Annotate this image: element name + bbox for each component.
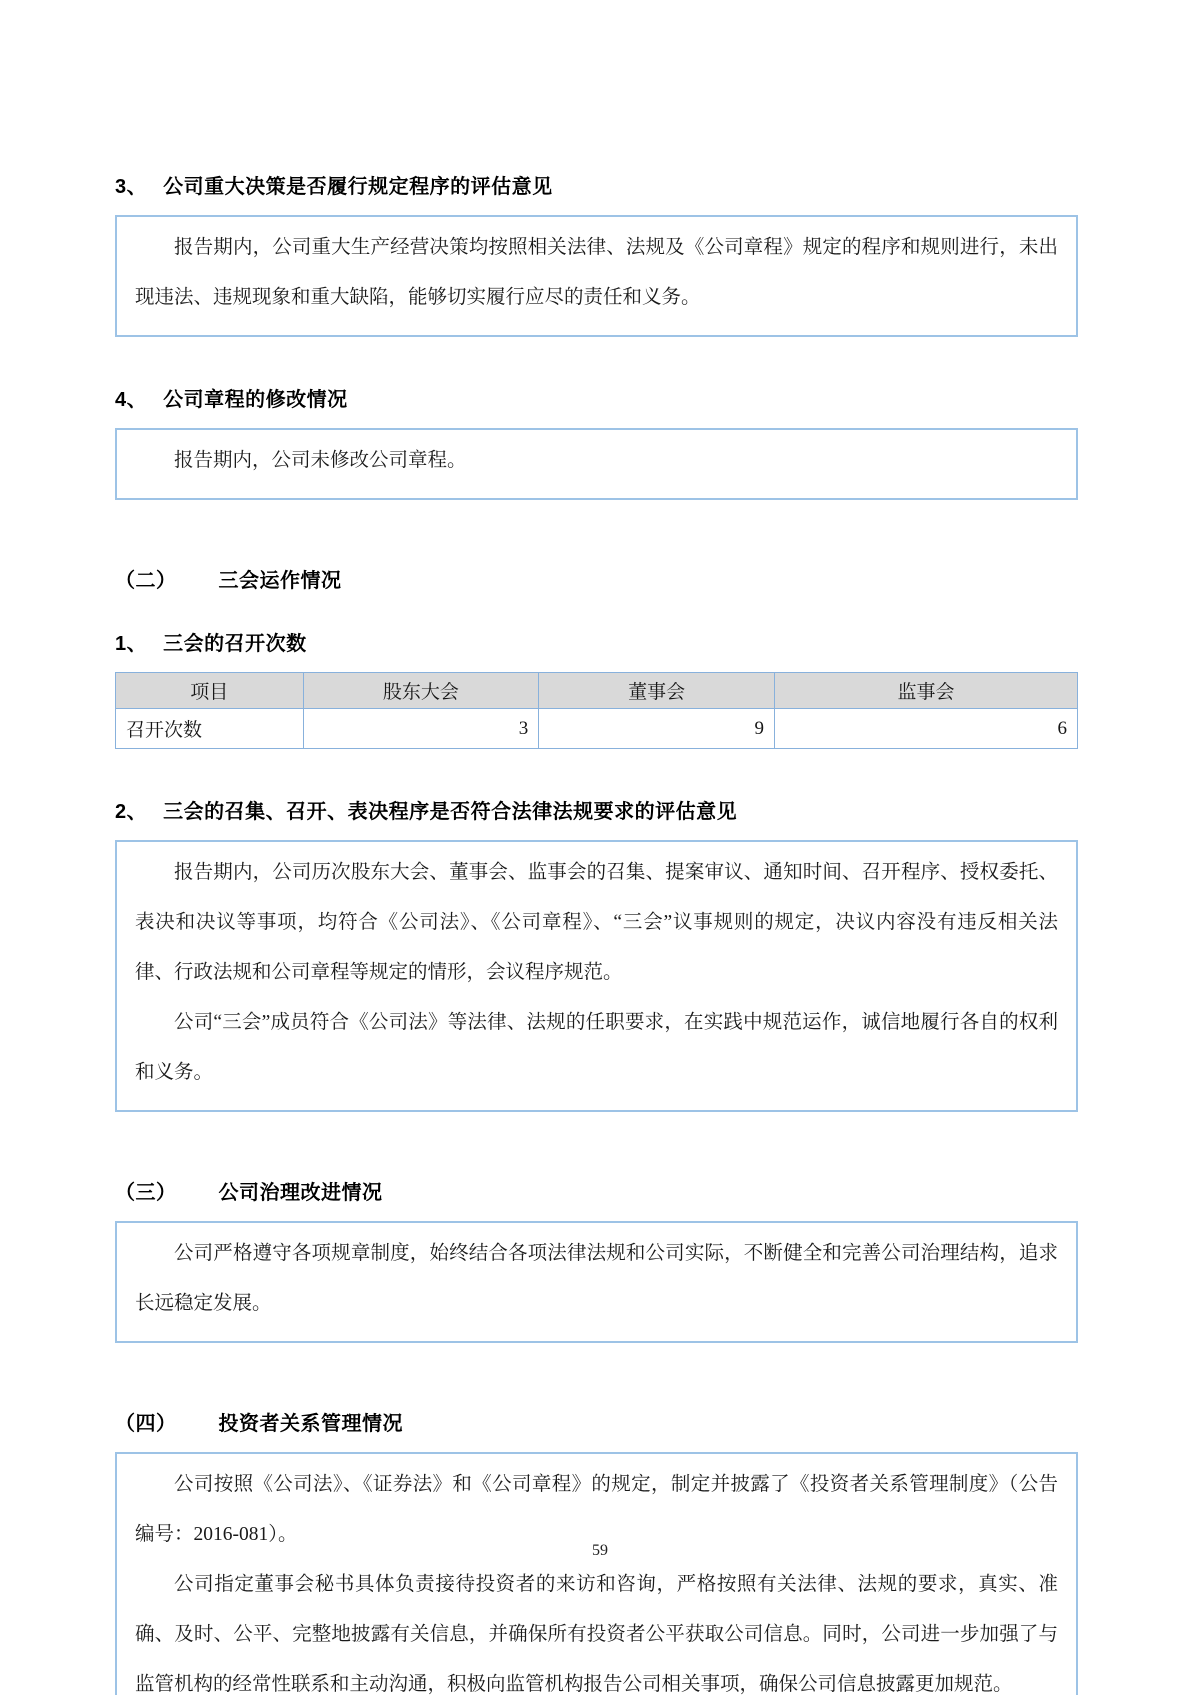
- value-supervisors-meeting-count: 6: [774, 709, 1077, 749]
- section-title: 三会的召开次数: [163, 633, 307, 655]
- paragraph: 报告期内，公司重大生产经营决策均按照相关法律、法规及《公司章程》规定的程序和规则进行，未出现违法、违规现象和重大缺陷，能够切实履行应尽的责任和义务。: [135, 237, 1058, 308]
- section-4-investor-relations-textbox: [115, 1452, 1078, 1695]
- row-label-meeting-times: 召开次数: [116, 709, 304, 749]
- table-header-item: 项目: [116, 673, 304, 709]
- value-shareholders-meeting-count: 3: [303, 709, 539, 749]
- section-title: 三会的召集、召开、表决程序是否符合法律法规要求的评估意见: [163, 801, 738, 823]
- section-number: 2、: [115, 801, 148, 823]
- section-title: 公司重大决策是否履行规定程序的评估意见: [163, 176, 553, 198]
- section-3-textbox: [115, 215, 1078, 337]
- page-number: 59: [592, 1542, 608, 1559]
- section-number: （二）: [115, 570, 177, 592]
- section-title: 公司治理改进情况: [218, 1182, 383, 1204]
- section-number: （三）: [115, 1182, 177, 1204]
- section-heading-part2-1: [115, 627, 1078, 656]
- section-heading-part2: [115, 564, 1078, 593]
- section-4-textbox: [115, 428, 1078, 500]
- table-header-board-of-supervisors: 监事会: [774, 673, 1077, 709]
- section-number: （四）: [115, 1413, 177, 1435]
- section-number: 3、: [115, 176, 148, 198]
- section-heading-part3: [115, 1176, 1078, 1205]
- section-3-improvement-textbox: [115, 1221, 1078, 1343]
- paragraph: 公司严格遵守各项规章制度，始终结合各项法律法规和公司实际，不断健全和完善公司治理结构，追求长远稳定发展。: [135, 1243, 1058, 1314]
- table-header-board-of-directors: 董事会: [539, 673, 775, 709]
- section-heading-4: [115, 383, 1078, 412]
- section-title: 公司章程的修改情况: [163, 389, 348, 411]
- meeting-count-table: [115, 672, 1078, 749]
- section-number: 1、: [115, 633, 148, 655]
- section-number: 4、: [115, 389, 148, 411]
- paragraph: 公司“三会”成员符合《公司法》等法律、法规的任职要求，在实践中规范运作，诚信地履行各自的权利和义务。: [135, 1012, 1058, 1083]
- table-header-row: [116, 673, 1078, 709]
- section-heading-3: [115, 170, 1078, 199]
- section-title: 三会运作情况: [218, 570, 342, 592]
- paragraph: 报告期内，公司历次股东大会、董事会、监事会的召集、提案审议、通知时间、召开程序、授权委托、表决和决议等事项，均符合《公司法》、《公司章程》、“三会”议事规则的规定，决议内容没有违反相关法律、行政法规和公司章程等规定的情形，会议程序规范。: [135, 862, 1058, 983]
- section-heading-part2-2: [115, 795, 1078, 824]
- table-header-shareholders-meeting: 股东大会: [303, 673, 539, 709]
- paragraph: 公司指定董事会秘书具体负责接待投资者的来访和咨询，严格按照有关法律、法规的要求，真实、准确、及时、公平、完整地披露有关信息，并确保所有投资者公平获取公司信息。同时，公司进一步加强了与监管机构的经常性联系和主动沟通，积极向监管机构报告公司相关事项，确保公司信息披露更加规范。: [135, 1574, 1058, 1695]
- section-heading-part4: [115, 1407, 1078, 1436]
- section-2-2-textbox: [115, 840, 1078, 1112]
- paragraph: 公司按照《公司法》、《证券法》和《公司章程》的规定，制定并披露了《投资者关系管理制度》（公告编号：2016-081）。: [135, 1474, 1058, 1545]
- table-row: [116, 709, 1078, 749]
- value-board-meeting-count: 9: [539, 709, 775, 749]
- paragraph: 报告期内，公司未修改公司章程。: [174, 450, 467, 471]
- section-title: 投资者关系管理情况: [218, 1413, 403, 1435]
